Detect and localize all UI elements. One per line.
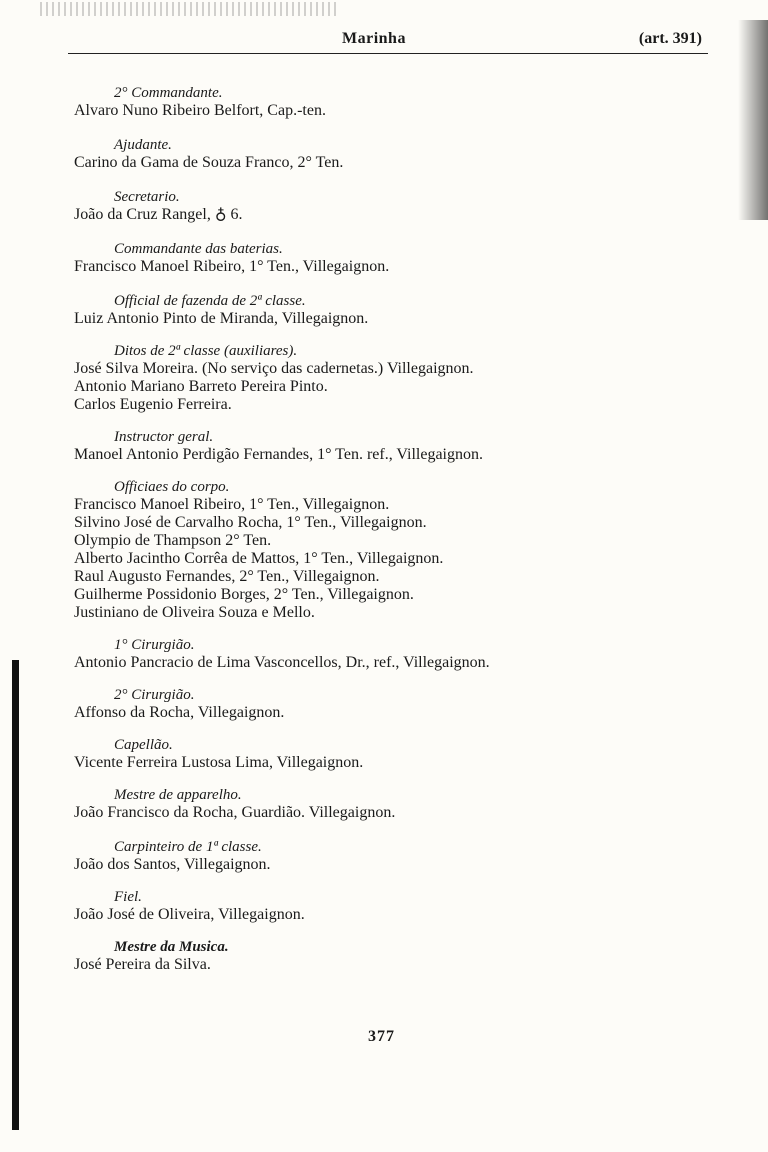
section-heading: Mestre de apparelho.: [114, 787, 242, 803]
roster-section: [74, 686, 694, 722]
roster-section: [74, 786, 694, 822]
roster-section: [74, 736, 694, 772]
running-head-title: Marinha: [342, 30, 406, 47]
binding-edge: [12, 660, 19, 1130]
section-heading: Ajudante.: [114, 137, 172, 153]
roster-entry: Francisco Manoel Ribeiro, 1° Ten., Villegaignon.: [74, 258, 390, 275]
roster-content: [74, 70, 694, 974]
roster-entry: Manoel Antonio Perdigão Fernandes, 1° Ten. ref., Villegaignon.: [74, 446, 483, 463]
header-rule: [68, 52, 708, 54]
roster-entry: Vicente Ferreira Lustosa Lima, Villegaignon.: [74, 754, 364, 771]
roster-entry: Affonso da Rocha, Villegaignon.: [74, 704, 285, 721]
roster-entry: Guilherme Possidonio Borges, 2° Ten., Villegaignon.: [74, 586, 414, 603]
roster-entry: Antonio Mariano Barreto Pereira Pinto.: [74, 378, 328, 395]
running-head-article: (art. 391): [638, 30, 702, 47]
section-heading: Secretario.: [114, 189, 180, 205]
roster-entry: João dos Santos, Villegaignon.: [74, 856, 271, 873]
section-heading: Capellão.: [114, 737, 173, 753]
scan-noise: [40, 2, 340, 16]
roster-entry: José Pereira da Silva.: [74, 956, 211, 973]
roster-section: [74, 240, 694, 276]
page-number: 377: [368, 1028, 395, 1045]
roster-section: [74, 188, 694, 224]
running-head: [66, 30, 702, 54]
roster-entry: Carino da Gama de Souza Franco, 2° Ten.: [74, 154, 344, 171]
section-heading: Ditos de 2ª classe (auxiliares).: [114, 343, 298, 359]
roster-entry: Antonio Pancracio de Lima Vasconcellos, Dr., ref., Villegaignon.: [74, 654, 490, 671]
roster-entry: José Silva Moreira. (No serviço das cadernetas.) Villegaignon.: [74, 360, 474, 377]
section-heading: 1° Cirurgião.: [114, 637, 195, 653]
roster-entry: João da Cruz Rangel, ♁ 6.: [74, 206, 243, 223]
roster-section: [74, 342, 694, 414]
section-heading: Carpinteiro de 1ª classe.: [114, 839, 262, 855]
roster-section: [74, 428, 694, 464]
roster-entry: João Francisco da Rocha, Guardião. Villegaignon.: [74, 804, 396, 821]
section-heading: Commandante das baterias.: [114, 241, 283, 257]
roster-entry: João José de Oliveira, Villegaignon.: [74, 906, 305, 923]
scan-edge-shadow: [738, 20, 768, 220]
roster-entry: Carlos Eugenio Ferreira.: [74, 396, 232, 413]
roster-entry: Justiniano de Oliveira Souza e Mello.: [74, 604, 315, 621]
section-heading: 2° Cirurgião.: [114, 687, 195, 703]
roster-entry: Olympio de Thampson 2° Ten.: [74, 532, 272, 549]
roster-section: [74, 478, 694, 622]
section-heading: Officiaes do corpo.: [114, 479, 230, 495]
roster-entry: Silvino José de Carvalho Rocha, 1° Ten., Villegaignon.: [74, 514, 427, 531]
roster-entry: Alvaro Nuno Ribeiro Belfort, Cap.-ten.: [74, 102, 326, 119]
section-heading: Instructor geral.: [114, 429, 214, 445]
roster-section: [74, 838, 694, 874]
roster-section: [74, 136, 694, 172]
section-heading: Mestre da Musica.: [114, 939, 229, 955]
roster-entry: Francisco Manoel Ribeiro, 1° Ten., Villegaignon.: [74, 496, 390, 513]
section-heading: 2° Commandante.: [114, 85, 223, 101]
roster-section: [74, 84, 694, 120]
roster-section: [74, 938, 694, 974]
roster-section: [74, 292, 694, 328]
roster-entry: Alberto Jacintho Corrêa de Mattos, 1° Ten., Villegaignon.: [74, 550, 444, 567]
roster-section: [74, 888, 694, 924]
roster-section: [74, 636, 694, 672]
roster-entry: Raul Augusto Fernandes, 2° Ten., Villegaignon.: [74, 568, 380, 585]
section-heading: Fiel.: [114, 889, 142, 905]
section-heading: Official de fazenda de 2ª classe.: [114, 293, 306, 309]
roster-entry: Luiz Antonio Pinto de Miranda, Villegaignon.: [74, 310, 369, 327]
